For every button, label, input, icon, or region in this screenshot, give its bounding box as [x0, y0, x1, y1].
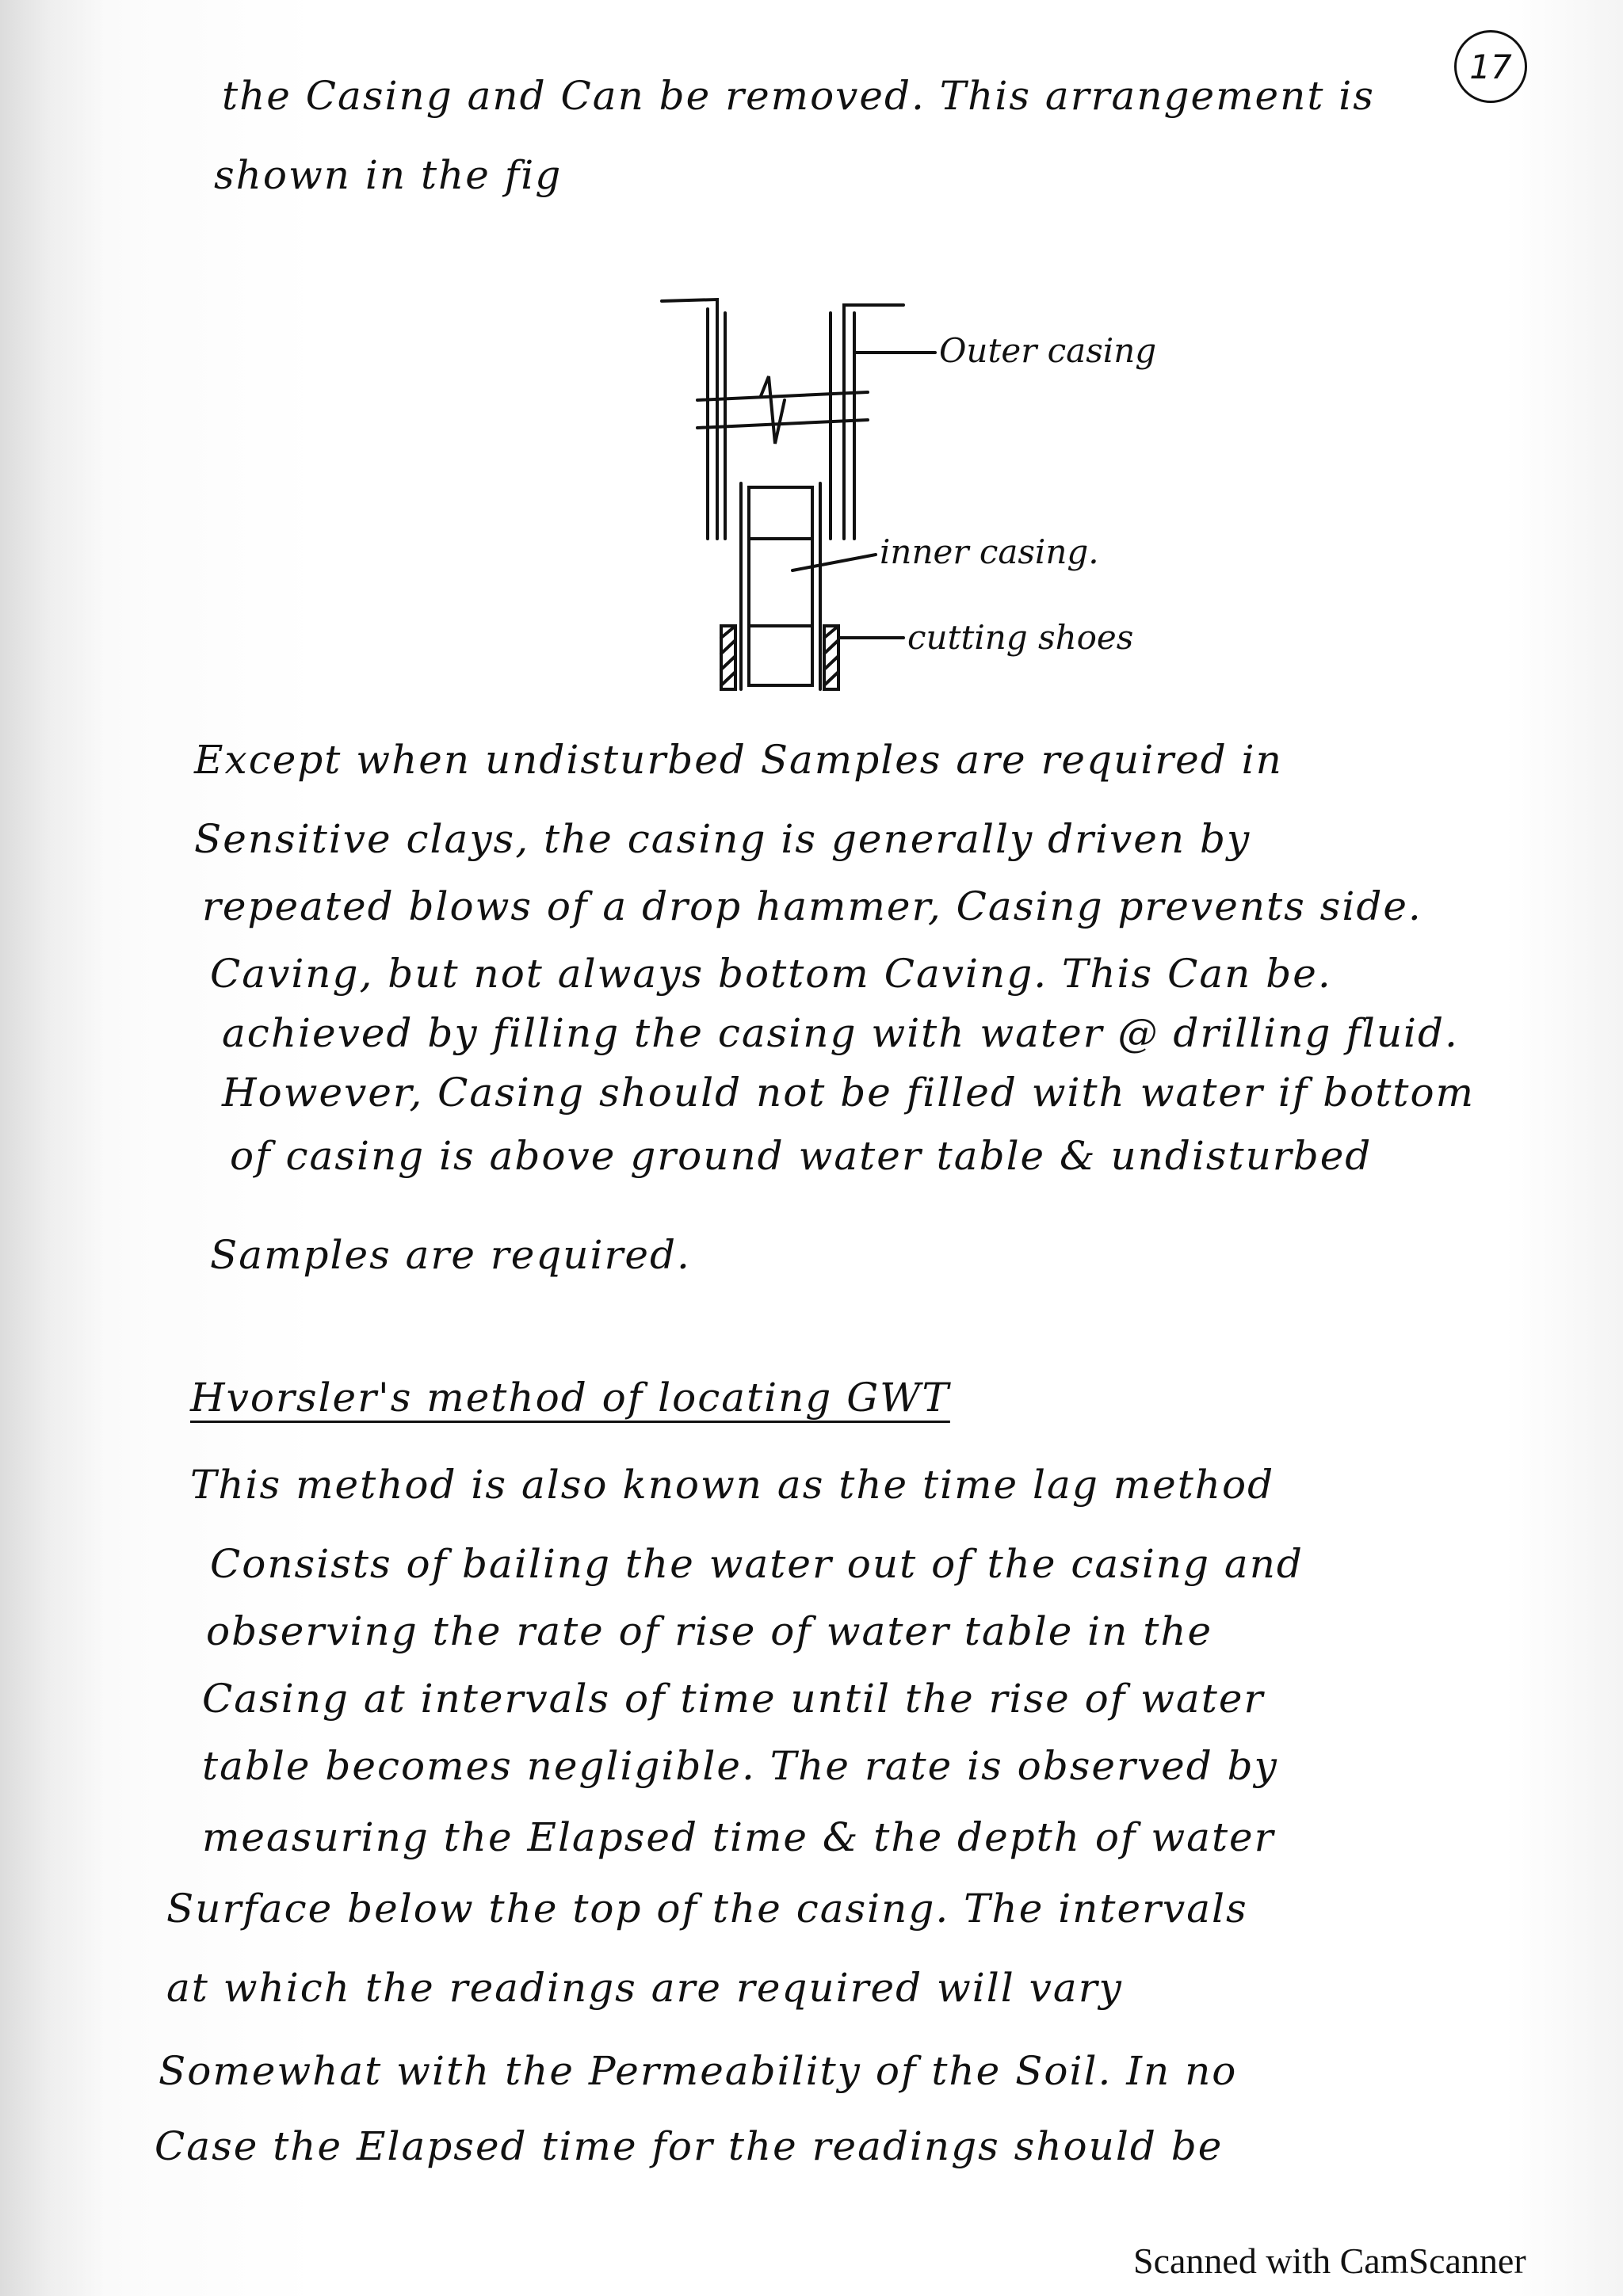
text-line-11: This method is also known as the time lag method: [190, 1462, 1275, 1508]
label-outer-casing: Outer casing: [939, 331, 1157, 370]
text-line-17: Surface below the top of the casing. The intervals: [166, 1886, 1248, 1932]
text-line-3: Except when undisturbed Samples are required in: [194, 737, 1283, 783]
text-line-9: of casing is above ground water table & undisturbed: [230, 1133, 1373, 1179]
label-inner-casing: inner casing.: [880, 532, 1099, 571]
text-line-4: Sensitive clays, the casing is generally driven by: [194, 816, 1251, 862]
text-line-20: Case the Elapsed time for the readings should be: [155, 2123, 1224, 2169]
text-line-18: at which the readings are required will vary: [166, 1965, 1123, 2011]
text-line-12: Consists of bailing the water out of the casing and: [210, 1541, 1304, 1587]
text-line-8: However, Casing should not be filled with water if bottom: [222, 1070, 1476, 1116]
text-line-15: table becomes negligible. The rate is observed by: [202, 1743, 1278, 1789]
text-line-16: measuring the Elapsed time & the depth of water: [202, 1814, 1275, 1860]
text-line-14: Casing at intervals of time until the rise of water: [202, 1676, 1265, 1722]
text-line-10: Samples are required.: [210, 1232, 691, 1278]
text-line-2: shown in the fig: [214, 152, 563, 198]
text-line-7: achieved by filling the casing with water @ drilling fluid.: [222, 1010, 1459, 1056]
section-heading: Hvorsler's method of locating GWT: [190, 1375, 950, 1421]
text-line-6: Caving, but not always bottom Caving. This Can be.: [210, 951, 1332, 997]
page-number: 17: [1454, 30, 1527, 103]
text-line-13: observing the rate of rise of water table in the: [206, 1608, 1213, 1654]
text-line-5: repeated blows of a drop hammer, Casing prevents side.: [202, 883, 1423, 929]
scanner-watermark: Scanned with CamScanner: [1133, 2241, 1526, 2281]
label-cutting-shoes: cutting shoes: [907, 618, 1134, 657]
text-line-1: the Casing and Can be removed. This arrangement is: [222, 73, 1375, 119]
text-line-19: Somewhat with the Permeability of the Soil. In no: [158, 2048, 1238, 2094]
